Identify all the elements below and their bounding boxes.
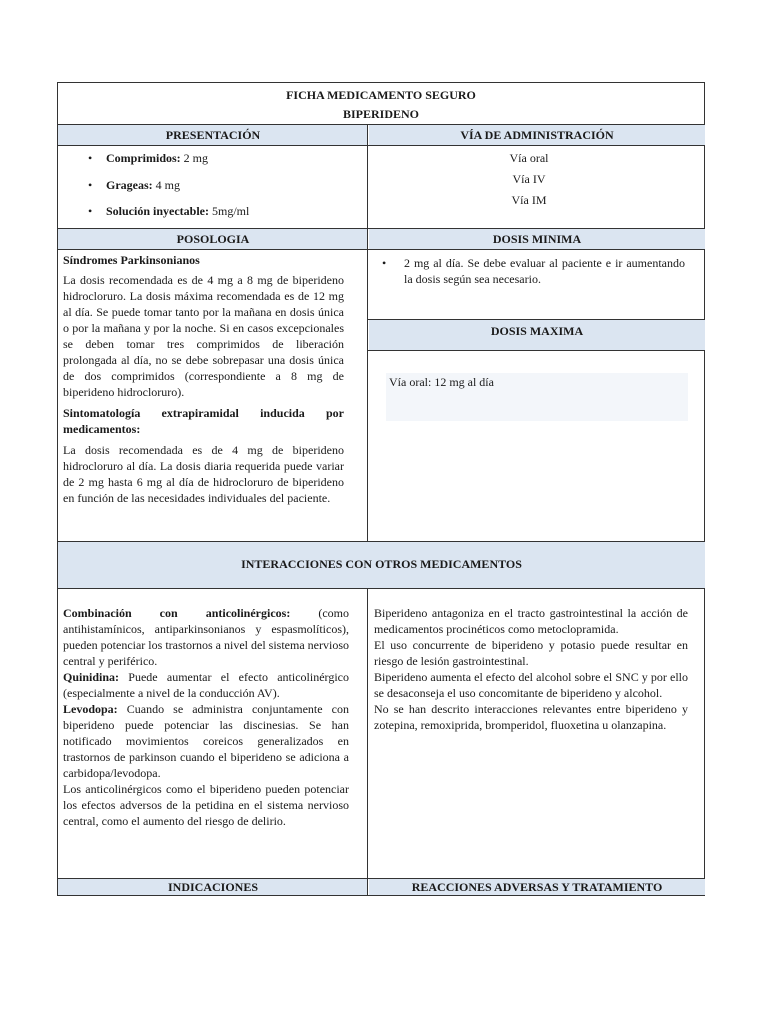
reacciones-header: REACCIONES ADVERSAS Y TRATAMIENTO — [369, 879, 705, 895]
via-list — [369, 148, 689, 211]
via-item: Vía IV — [512, 172, 546, 186]
posologia-sec2-title: Sintomatología extrapiramidal inducida por medicamentos: — [63, 406, 344, 436]
presentacion-item: • Comprimidos: 2 mg — [58, 150, 368, 166]
title-line-1: FICHA MEDICAMENTO SEGURO — [286, 88, 476, 102]
divider — [368, 319, 705, 320]
divider — [57, 249, 705, 250]
presentacion-list — [58, 150, 368, 219]
divider — [57, 588, 705, 589]
dosis-minima-body — [374, 255, 685, 287]
divider — [57, 878, 705, 879]
presentacion-item: • Grageas: 4 mg — [58, 177, 368, 193]
interaccion-alcohol: Biperideno aumenta el efecto del alcohol sobre el SNC y por ello se desaconseja el uso concomitante de biperideno y alcohol. — [374, 670, 688, 700]
dosis-maxima-box — [386, 373, 688, 421]
via-header: VÍA DE ADMINISTRACIÓN — [369, 125, 705, 145]
posologia-header: POSOLOGIA — [58, 229, 368, 249]
presentacion-item: • Solución inyectable: 5mg/ml — [58, 203, 368, 219]
column-divider — [367, 124, 368, 542]
posologia-sec2-text: La dosis recomendada es de 4 mg de biperideno hidrocloruro al día. La dosis diaria requerida puede variar de 2 mg hasta 6 mg al día de hidrocloruro de biperideno en función de las necesidades individuales del paciente. — [63, 443, 344, 505]
interacciones-header: INTERACCIONES CON OTROS MEDICAMENTOS — [58, 542, 705, 588]
dosis-maxima-header: DOSIS MAXIMA — [369, 320, 705, 350]
presentacion-header: PRESENTACIÓN — [58, 125, 368, 145]
title-line-2: BIPERIDENO — [342, 107, 419, 121]
sheet-title — [58, 86, 704, 124]
interaccion-petidina: Los anticolinérgicos como el biperideno pueden potenciar los efectos adversos de la petidina en el sistema nervioso central, como el aumento del riesgo de delirio. — [63, 782, 349, 828]
bullet-icon: • — [382, 256, 387, 270]
posologia-sec1-text: La dosis recomendada es de 4 mg a 8 mg de biperideno hidrocloruro. La dosis máxima recomendada es de 12 mg al día. Se puede tomar tanto por la mañana en dosis única o por la mañana y por la noche. Si en casos excepcionales se deben tomar tres comprimidos de liberación prolongada al día, no se debe sobrepasar una dosis única de dos comprimidos (correspondiente a 8 mg de biperideno hidrocloruro). — [63, 273, 344, 399]
divider — [57, 124, 705, 125]
divider — [57, 541, 705, 542]
interacciones-left — [63, 605, 349, 829]
posologia-body — [63, 252, 344, 506]
column-divider — [367, 588, 368, 895]
dosis-minima-text: 2 mg al día. Se debe evaluar al paciente e ir aumentando la dosis según sea necesario. — [404, 256, 685, 286]
indicaciones-header: INDICACIONES — [58, 879, 368, 895]
posologia-sec1-title: Síndromes Parkinsonianos — [63, 253, 200, 267]
divider — [57, 145, 705, 146]
dosis-maxima-text: Vía oral: 12 mg al día — [389, 375, 494, 389]
via-item: Vía oral — [509, 151, 549, 165]
interaccion-levodopa: Levodopa: Cuando se administra conjuntamente con biperideno puede potenciar las discinesias. Se han notificado movimientos coreicos generalizados en trastornos de parkinson cuando el biperideno se adiciona a carbidopa/levodopa. — [63, 702, 349, 780]
interaccion-procineticos: Biperideno antagoniza en el tracto gastrointestinal la acción de medicamentos procinéticos como metoclopramida. — [374, 606, 688, 636]
interaccion-otros: No se han descrito interacciones relevantes entre biperideno y zotepina, remoxiprida, bromperidol, fluoxetina u olanzapina. — [374, 702, 688, 732]
interacciones-right — [374, 605, 688, 733]
dosis-minima-header: DOSIS MINIMA — [369, 229, 705, 249]
divider — [368, 350, 705, 351]
via-item: Vía IM — [511, 193, 547, 207]
interaccion-quinidina: Quinidina: Puede aumentar el efecto anticolinérgico (especialmente a nivel de la conducción AV). — [63, 670, 349, 700]
interaccion-anticolinergicos: Combinación con anticolinérgicos: (como antihistamínicos, antiparkinsonianos y espasmolíticos), pueden potenciar los trastornos a nivel del sistema nervioso central y periférico. — [63, 606, 350, 668]
divider — [57, 228, 705, 229]
interaccion-potasio: El uso concurrente de biperideno y potasio puede resultar en riesgo de lesión gastrointestinal. — [374, 638, 688, 668]
